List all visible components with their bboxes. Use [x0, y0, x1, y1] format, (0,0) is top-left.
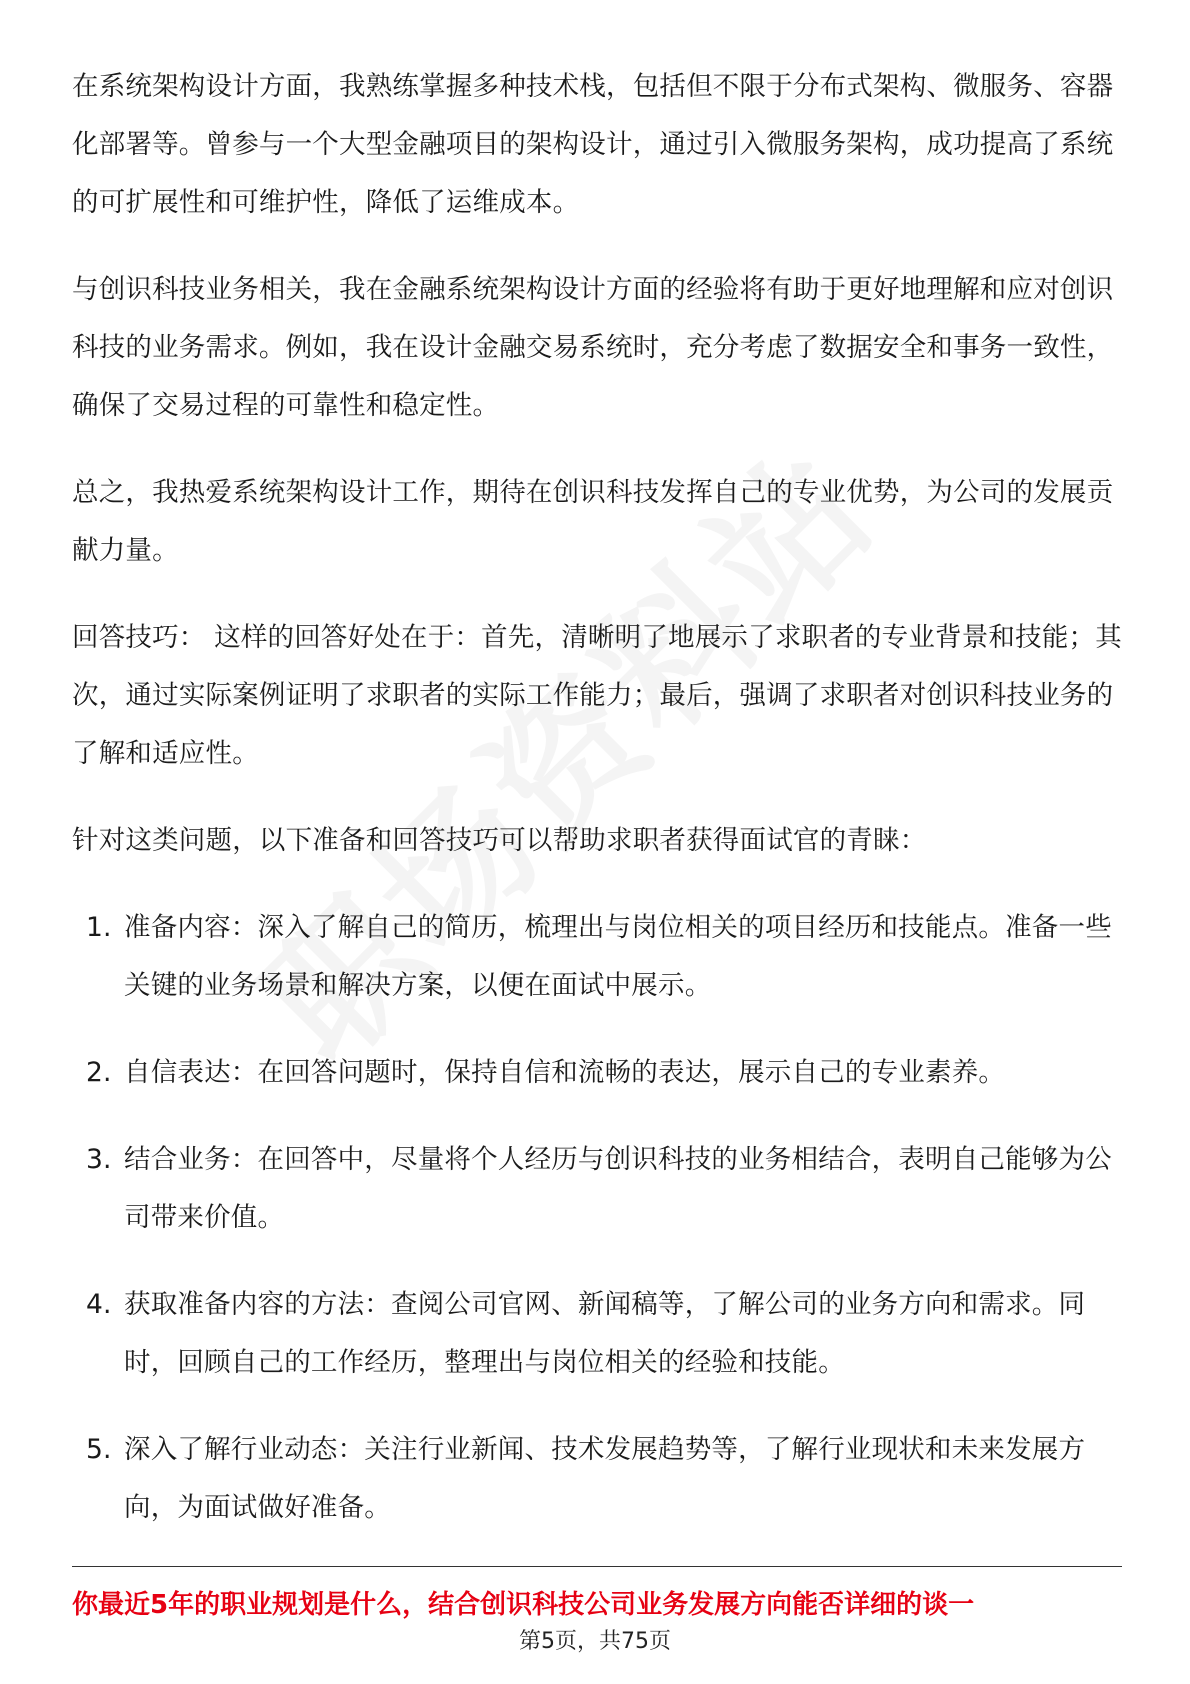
list-item-number: 3. [86, 1144, 112, 1175]
list-item-number: 5. [86, 1434, 112, 1465]
divider [72, 1566, 1122, 1567]
paragraph-tips-intro: 针对这类问题，以下准备和回答技巧可以帮助求职者获得面试官的青睐： [72, 825, 927, 856]
list-item-text: 获取准备内容的方法：查阅公司官网、新闻稿等，了解公司的业务方向和需求。同时，回顾自己的工作经历，整理出与岗位相关的经验和技能。 [124, 1289, 1086, 1378]
list-item [72, 1131, 1122, 1247]
list-item-text: 结合业务：在回答中，尽量将个人经历与创识科技的业务相结合，表明自己能够为公司带来价值。 [124, 1144, 1112, 1233]
paragraph-architecture-skills: 在系统架构设计方面，我熟练掌握多种技术栈，包括但不限于分布式架构、微服务、容器化部署等。曾参与一个大型金融项目的架构设计，通过引入微服务架构，成功提高了系统的可扩展性和可维护性，降低了运维成本。 [72, 71, 1114, 218]
list-item-text: 自信表达：在回答问题时，保持自信和流畅的表达，展示自己的专业素养。 [124, 1057, 1006, 1088]
next-question-heading: 你最近5年的职业规划是什么，结合创识科技公司业务发展方向能否详细的谈一 [72, 1590, 975, 1620]
list-item [72, 1044, 1122, 1102]
list-item [72, 1421, 1122, 1537]
list-item-text: 深入了解行业动态：关注行业新闻、技术发展趋势等，了解行业现状和未来发展方向，为面试做好准备。 [124, 1434, 1086, 1523]
list-item [72, 899, 1122, 1015]
page-content [72, 58, 1122, 1566]
paragraph-conclusion: 总之，我热爱系统架构设计工作，期待在创识科技发挥自己的专业优势，为公司的发展贡献力量。 [72, 477, 1114, 566]
page-number: 第5页，共75页 [519, 1629, 671, 1654]
paragraph-answer-tips: 回答技巧： 这样的回答好处在于：首先，清晰明了地展示了求职者的专业背景和技能；其次，通过实际案例证明了求职者的实际工作能力；最后，强调了求职者对创识科技业务的了解和适应性。 [72, 622, 1122, 769]
list-item [72, 1276, 1122, 1392]
tips-list [72, 899, 1122, 1537]
list-item-number: 4. [86, 1289, 112, 1320]
list-item-number: 2. [86, 1057, 112, 1088]
list-item-text: 准备内容：深入了解自己的简历，梳理出与岗位相关的项目经历和技能点。准备一些关键的业务场景和解决方案，以便在面试中展示。 [124, 912, 1112, 1001]
paragraph-business-relevance: 与创识科技业务相关，我在金融系统架构设计方面的经验将有助于更好地理解和应对创识科技的业务需求。例如，我在设计金融交易系统时，充分考虑了数据安全和事务一致性，确保了交易过程的可靠性和稳定性。 [72, 274, 1114, 421]
list-item-number: 1. [86, 912, 112, 943]
